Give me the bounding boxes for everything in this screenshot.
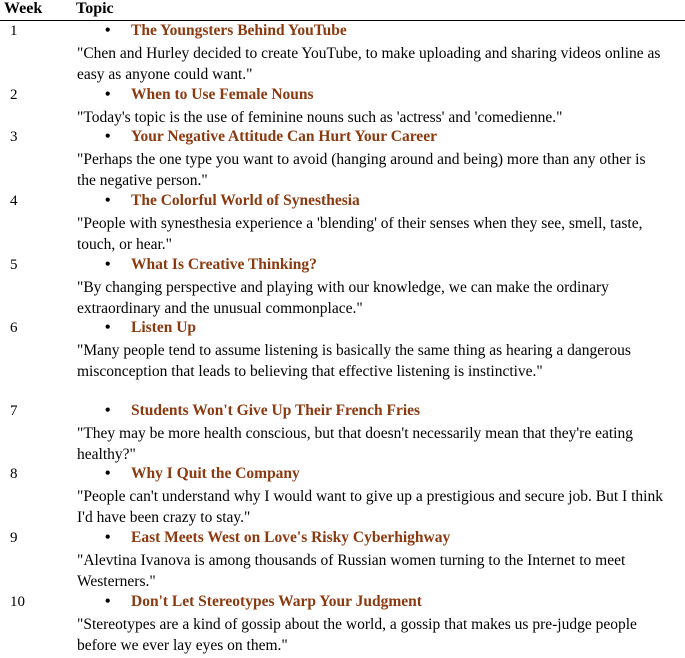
bullet-icon: • — [105, 192, 111, 209]
bullet-icon: • — [105, 529, 111, 546]
bullet-icon: • — [105, 86, 111, 103]
topic-quote: "By changing perspective and playing with our knowledge, we can make the ordinary extraordinary and the unusual commonplace." — [77, 279, 609, 317]
topic-title-row — [105, 464, 300, 484]
week-number: 1 — [10, 23, 18, 39]
topic-title: Why I Quit the Company — [131, 465, 300, 482]
topic-quote: "Many people tend to assume listening is basically the same thing as hearing a dangerous misconception that leads to believing that effective listening is instinctive." — [77, 342, 631, 380]
bullet-icon: • — [105, 256, 111, 273]
week-number: 4 — [10, 193, 18, 209]
week-column-header: Week — [4, 0, 43, 17]
topic-title-row — [105, 318, 196, 338]
topic-title-row — [105, 592, 422, 612]
week-number: 2 — [10, 87, 18, 103]
topic-quote: "People with synesthesia experience a 'blending' of their senses when they see, smell, taste, touch, or hear." — [77, 215, 643, 253]
bullet-icon: • — [105, 22, 111, 39]
topic-title-row — [105, 21, 347, 41]
table-header — [0, 0, 685, 21]
topic-quote: "Perhaps the one type you want to avoid (hanging around and being) more than any other is the negative person." — [77, 151, 646, 189]
week-number: 7 — [10, 403, 18, 419]
topic-title-row — [105, 127, 437, 147]
topic-quote: "Today's topic is the use of feminine nouns such as 'actress' and 'comedienne." — [77, 109, 563, 126]
week-number: 6 — [10, 320, 18, 336]
topic-title: When to Use Female Nouns — [131, 86, 314, 103]
topic-column-header: Topic — [76, 0, 114, 17]
bullet-icon: • — [105, 465, 111, 482]
topic-title-row — [105, 85, 314, 105]
topic-quote: "Alevtina Ivanova is among thousands of Russian women turning to the Internet to meet Westerners." — [77, 552, 626, 590]
topic-title-row — [105, 401, 420, 421]
bullet-icon: • — [105, 593, 111, 610]
bullet-icon: • — [105, 319, 111, 336]
topic-title: The Colorful World of Synesthesia — [131, 192, 360, 209]
week-number: 3 — [10, 129, 18, 145]
topic-title-row — [105, 255, 317, 275]
week-number: 8 — [10, 466, 18, 482]
topic-quote: "Chen and Hurley decided to create YouTube, to make uploading and sharing videos online as easy as anyone could want." — [77, 45, 661, 83]
week-number: 10 — [10, 594, 25, 610]
topic-title-row — [105, 528, 450, 548]
bullet-icon: • — [105, 402, 111, 419]
topic-title: Don't Let Stereotypes Warp Your Judgment — [131, 593, 422, 610]
week-number: 9 — [10, 530, 18, 546]
topic-title: The Youngsters Behind YouTube — [131, 22, 347, 39]
topic-title-row — [105, 191, 360, 211]
topic-title: Your Negative Attitude Can Hurt Your Career — [131, 128, 437, 145]
topic-title: East Meets West on Love's Risky Cyberhighway — [131, 529, 451, 546]
topic-quote: "They may be more health conscious, but that doesn't necessarily mean that they're eating healthy?" — [77, 425, 633, 463]
bullet-icon: • — [105, 128, 111, 145]
topic-quote: "People can't understand why I would want to give up a prestigious and secure job. But I think I'd have been crazy to stay." — [77, 488, 663, 526]
topic-title: Listen Up — [131, 319, 197, 336]
topic-title: Students Won't Give Up Their French Fries — [131, 402, 421, 419]
topic-title: What Is Creative Thinking? — [131, 256, 317, 273]
week-number: 5 — [10, 257, 18, 273]
topic-quote: "Stereotypes are a kind of gossip about the world, a gossip that makes us pre-judge people before we ever lay eyes on them." — [77, 616, 637, 654]
